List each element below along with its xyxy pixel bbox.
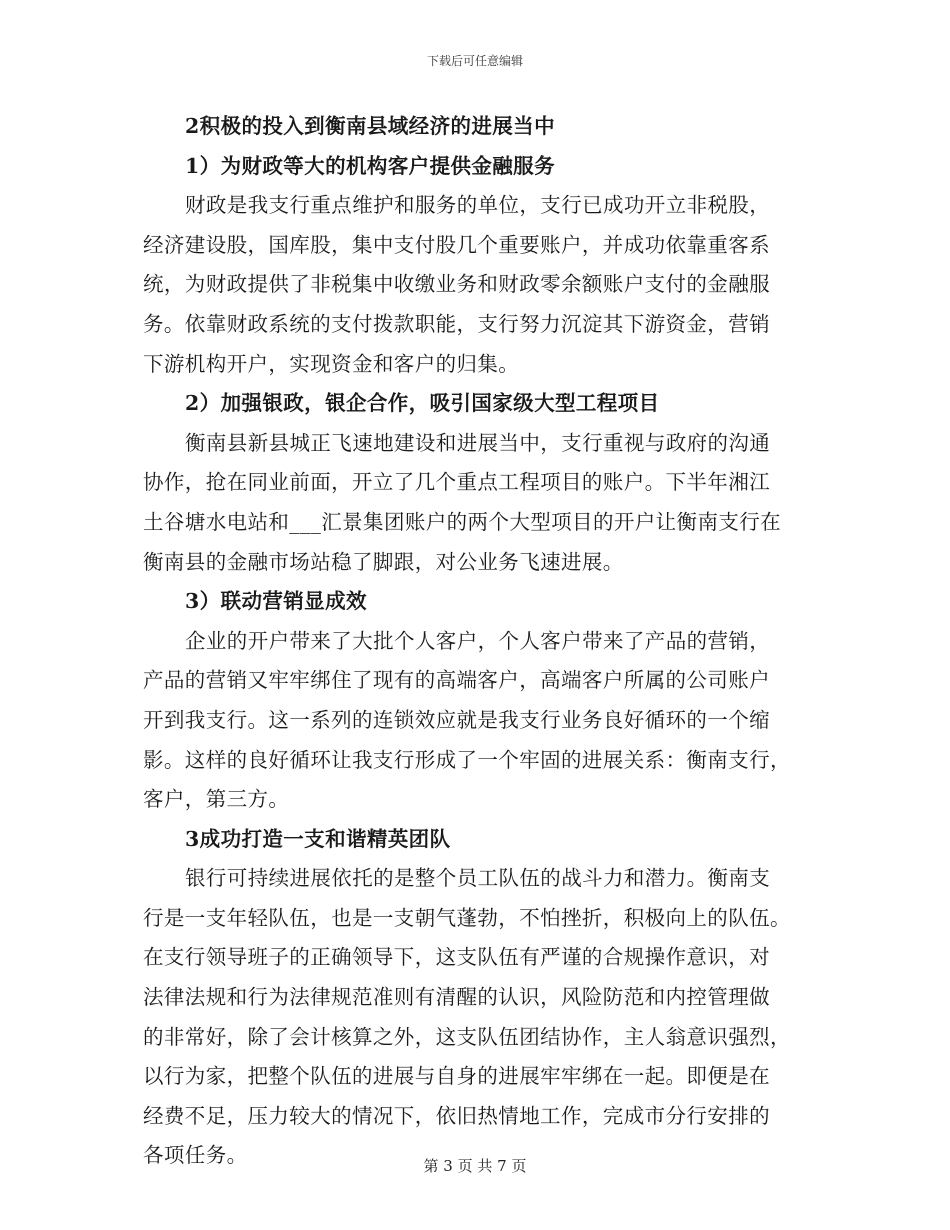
- paragraph-line: 衡南县的金融市场站稳了脚跟，对公业务飞速进展。: [143, 549, 624, 574]
- paragraph-line: 产品的营销又牢牢绑住了现有的高端客户，高端客户所属的公司账户: [143, 668, 770, 693]
- subsection-heading-1: 1）为财政等大的机构客户提供金融服务: [185, 153, 555, 178]
- paragraph-line: 银行可持续进展依托的是整个员工队伍的战斗力和潜力。衡南支: [185, 866, 771, 891]
- paragraph-joint-marketing: [143, 622, 813, 820]
- subsection-heading-3: 3）联动营销显成效: [185, 589, 367, 614]
- paragraph-government-cooperation: [143, 424, 813, 582]
- paragraph-line: 统，为财政提供了非税集中收缴业务和财政零余额账户支付的金融服: [143, 272, 770, 297]
- paragraph-line: 协作，抢在同业前面，开立了几个重点工程项目的账户。下半年湘江: [143, 470, 770, 495]
- paragraph-line: 在支行领导班子的正确领导下，这支队伍有严谨的合规操作意识，对: [143, 945, 770, 970]
- paragraph-line: 客户，第三方。: [143, 787, 290, 812]
- paragraph-line: 企业的开户带来了大批个人客户，个人客户带来了产品的营销，: [185, 628, 771, 653]
- paragraph-line: 的非常好，除了会计核算之外，这支队伍团结协作，主人翁意识强烈，: [143, 1024, 791, 1049]
- paragraph-line: 开到我支行。这一系列的连锁效应就是我支行业务良好循环的一个缩: [143, 707, 770, 732]
- paragraph-line: 法律法规和行为法律规范准则有清醒的认识，风险防范和内控管理做: [143, 985, 770, 1010]
- paragraph-elite-team: [143, 859, 813, 1176]
- paragraph-line: 衡南县新县城正飞速地建设和进展当中，支行重视与政府的沟通: [185, 430, 771, 455]
- subsection-heading-2: 2）加强银政，银企合作，吸引国家级大型工程项目: [185, 391, 660, 416]
- paragraph-line: 经费不足，压力较大的情况下，依旧热情地工作，完成市分行安排的: [143, 1103, 770, 1128]
- paragraph-line: 行是一支年轻队伍，也是一支朝气蓬勃，不怕挫折，积极向上的队伍。: [143, 905, 791, 930]
- page-number: 第 3 页 共 7 页: [423, 1157, 527, 1175]
- paragraph-line: 经济建设股，国库股，集中支付股几个重要账户，并成功依靠重客系: [143, 232, 770, 257]
- paragraph-line: 以行为家，把整个队伍的进展与自身的进展牢牢绑在一起。即便是在: [143, 1064, 770, 1089]
- paragraph-line: 各项任务。: [143, 1143, 248, 1168]
- paragraph-line: 下游机构开户，实现资金和客户的归集。: [143, 351, 520, 376]
- paragraph-finance-services: [143, 186, 813, 384]
- paragraph-line: 影。这样的良好循环让我支行形成了一个牢固的进展关系：衡南支行，: [143, 747, 791, 772]
- paragraph-line: 土谷塘水电站和___汇景集团账户的两个大型项目的开户让衡南支行在: [143, 509, 782, 534]
- page-header: 下载后可任意编辑: [426, 54, 523, 68]
- section-heading-2: 2积极的投入到衡南县域经济的进展当中: [185, 114, 555, 138]
- document-body: [143, 107, 813, 1176]
- section-heading-3: 3成功打造一支和谐精英团队: [185, 826, 451, 851]
- paragraph-line: 财政是我支行重点维护和服务的单位，支行已成功开立非税股，: [185, 193, 771, 218]
- paragraph-line: 务。依靠财政系统的支付拨款职能，支行努力沉淀其下游资金，营销: [143, 311, 770, 336]
